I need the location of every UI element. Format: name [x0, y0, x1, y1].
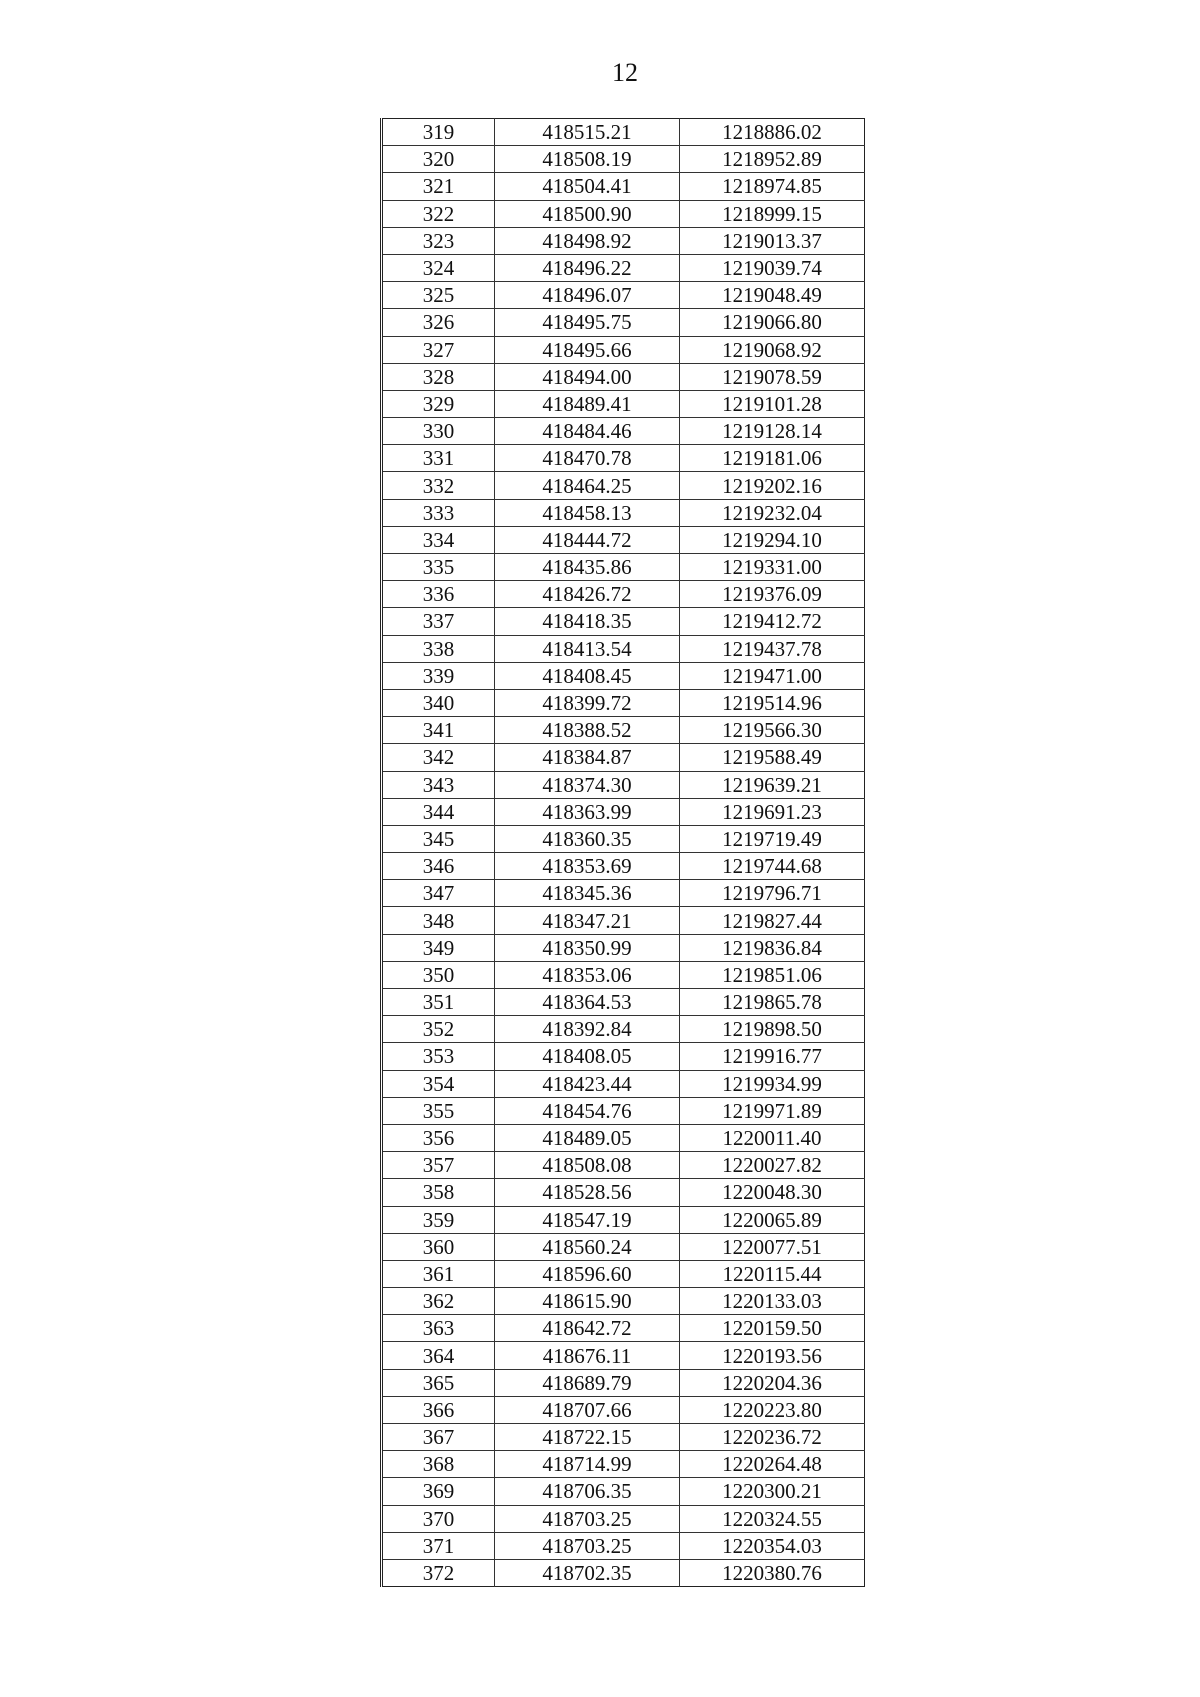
y-coordinate-cell: 1220133.03 [680, 1288, 865, 1315]
table-row [382, 254, 865, 281]
y-coordinate-cell: 1219078.59 [680, 363, 865, 390]
y-coordinate-cell: 1219691.23 [680, 798, 865, 825]
point-number-cell: 342 [382, 744, 495, 771]
x-coordinate-cell: 418418.35 [495, 608, 680, 635]
x-coordinate-cell: 418458.13 [495, 499, 680, 526]
y-coordinate-cell: 1219232.04 [680, 499, 865, 526]
y-coordinate-cell: 1219719.49 [680, 825, 865, 852]
point-number-cell: 368 [382, 1451, 495, 1478]
table-row [382, 1342, 865, 1369]
y-coordinate-cell: 1219101.28 [680, 390, 865, 417]
point-number-cell: 333 [382, 499, 495, 526]
table-row [382, 1451, 865, 1478]
y-coordinate-cell: 1219566.30 [680, 717, 865, 744]
y-coordinate-cell: 1219796.71 [680, 880, 865, 907]
point-number-cell: 343 [382, 771, 495, 798]
point-number-cell: 335 [382, 554, 495, 581]
y-coordinate-cell: 1220380.76 [722, 1561, 822, 1586]
y-coordinate-cell: 1219294.10 [680, 526, 865, 553]
point-number-cell: 340 [382, 689, 495, 716]
point-number-cell: 330 [382, 418, 495, 445]
table-row [382, 907, 865, 934]
y-coordinate-cell: 1219202.16 [680, 472, 865, 499]
x-coordinate-cell: 418360.35 [495, 825, 680, 852]
table-row [382, 200, 865, 227]
x-coordinate-cell: 418508.19 [495, 146, 680, 173]
x-coordinate-cell: 418714.99 [495, 1451, 680, 1478]
x-coordinate-cell: 418374.30 [495, 771, 680, 798]
point-number-cell: 320 [382, 146, 495, 173]
table-row [382, 1315, 865, 1342]
table-row [382, 1532, 865, 1559]
point-number-cell: 358 [382, 1179, 495, 1206]
y-coordinate-cell: 1219827.44 [680, 907, 865, 934]
table-row [382, 581, 865, 608]
point-number-cell: 371 [382, 1532, 495, 1559]
y-coordinate-cell: 1219181.06 [680, 445, 865, 472]
table-row [382, 363, 865, 390]
x-coordinate-cell: 418489.05 [495, 1124, 680, 1151]
y-coordinate-cell: 1219412.72 [680, 608, 865, 635]
y-coordinate-cell: 1219331.00 [680, 554, 865, 581]
x-coordinate-cell: 418703.25 [495, 1532, 680, 1559]
table-row [382, 173, 865, 200]
x-coordinate-cell: 418423.44 [495, 1070, 680, 1097]
table-row [382, 418, 865, 445]
y-coordinate-cell: 1219013.37 [680, 227, 865, 254]
table-row [382, 554, 865, 581]
y-coordinate-cell: 1219376.09 [680, 581, 865, 608]
x-coordinate-cell: 418413.54 [495, 635, 680, 662]
point-number-cell: 326 [382, 309, 495, 336]
point-number-cell: 348 [382, 907, 495, 934]
table-row [382, 1097, 865, 1124]
x-coordinate-cell: 418496.07 [495, 282, 680, 309]
point-number-cell: 337 [382, 608, 495, 635]
table-row [382, 771, 865, 798]
y-coordinate-cell: 1220223.80 [680, 1396, 865, 1423]
y-coordinate-cell: 1219934.99 [680, 1070, 865, 1097]
y-coordinate-cell: 1220159.50 [680, 1315, 865, 1342]
point-number-cell: 359 [382, 1206, 495, 1233]
table-row [382, 390, 865, 417]
point-number-cell: 364 [382, 1342, 495, 1369]
point-number-cell: 319 [382, 119, 495, 146]
point-number-cell: 332 [382, 472, 495, 499]
x-coordinate-cell: 418353.06 [495, 961, 680, 988]
y-coordinate-cell: 1220065.89 [680, 1206, 865, 1233]
x-coordinate-cell: 418560.24 [495, 1233, 680, 1260]
table-row [382, 1396, 865, 1423]
x-coordinate-cell: 418444.72 [495, 526, 680, 553]
table-row [382, 1233, 865, 1260]
x-coordinate-cell: 418703.25 [495, 1505, 680, 1532]
y-coordinate-cell: 1219039.74 [680, 254, 865, 281]
point-number-cell: 327 [382, 336, 495, 363]
x-coordinate-cell: 418642.72 [495, 1315, 680, 1342]
point-number-cell: 365 [382, 1369, 495, 1396]
point-number-cell: 362 [382, 1288, 495, 1315]
table-row [382, 1478, 865, 1505]
y-coordinate-cell: 1220354.03 [680, 1532, 865, 1559]
table-row [382, 1206, 865, 1233]
table-row [382, 309, 865, 336]
y-coordinate-cell: 1218952.89 [680, 146, 865, 173]
x-coordinate-cell: 418470.78 [495, 445, 680, 472]
point-number-cell: 349 [382, 934, 495, 961]
table-row [382, 1152, 865, 1179]
table-row [382, 227, 865, 254]
table-row [382, 1043, 865, 1070]
point-number-cell: 341 [382, 717, 495, 744]
point-number-cell: 331 [382, 445, 495, 472]
y-coordinate-cell: 1220300.21 [680, 1478, 865, 1505]
point-number-cell: 323 [382, 227, 495, 254]
x-coordinate-cell: 418435.86 [495, 554, 680, 581]
x-coordinate-cell: 418399.72 [495, 689, 680, 716]
x-coordinate-cell: 418350.99 [495, 934, 680, 961]
x-coordinate-cell: 418363.99 [495, 798, 680, 825]
point-number-cell: 355 [382, 1097, 495, 1124]
y-coordinate-cell: 1219971.89 [680, 1097, 865, 1124]
x-coordinate-cell: 418702.35 [495, 1559, 680, 1586]
point-number-cell: 328 [382, 363, 495, 390]
x-coordinate-cell: 418489.41 [495, 390, 680, 417]
y-coordinate-cell: 1218886.02 [680, 119, 865, 146]
x-coordinate-cell: 418408.05 [495, 1043, 680, 1070]
x-coordinate-cell: 418496.22 [495, 254, 680, 281]
x-coordinate-cell: 418707.66 [495, 1396, 680, 1423]
point-number-cell: 321 [382, 173, 495, 200]
y-coordinate-cell: 1220115.44 [680, 1260, 865, 1287]
point-number-cell: 366 [382, 1396, 495, 1423]
y-coordinate-cell: 1219514.96 [680, 689, 865, 716]
x-coordinate-cell: 418706.35 [495, 1478, 680, 1505]
y-coordinate-cell: 1219048.49 [680, 282, 865, 309]
table-row [382, 282, 865, 309]
point-number-cell: 353 [382, 1043, 495, 1070]
table-row [382, 744, 865, 771]
y-coordinate-cell: 1219916.77 [680, 1043, 865, 1070]
x-coordinate-cell: 418388.52 [495, 717, 680, 744]
table-row [382, 146, 865, 173]
table-row [382, 1505, 865, 1532]
x-coordinate-cell: 418498.92 [495, 227, 680, 254]
x-coordinate-cell: 418392.84 [495, 1016, 680, 1043]
point-number-cell: 372 [382, 1559, 495, 1586]
x-coordinate-cell: 418504.41 [495, 173, 680, 200]
y-coordinate-cell: 1218974.85 [680, 173, 865, 200]
y-coordinate-cell: 1219836.84 [680, 934, 865, 961]
table-row [382, 526, 865, 553]
y-coordinate-cell: 1220204.36 [680, 1369, 865, 1396]
x-coordinate-cell: 418464.25 [495, 472, 680, 499]
x-coordinate-cell: 418689.79 [495, 1369, 680, 1396]
coordinates-table [380, 118, 865, 1587]
table-row [382, 798, 865, 825]
point-number-cell: 352 [382, 1016, 495, 1043]
table-row [382, 689, 865, 716]
table-row [382, 1070, 865, 1097]
x-coordinate-cell: 418615.90 [495, 1288, 680, 1315]
table-row [382, 1124, 865, 1151]
table-row [382, 445, 865, 472]
x-coordinate-cell: 418454.76 [495, 1097, 680, 1124]
point-number-cell: 322 [382, 200, 495, 227]
y-coordinate-cell: 1219066.80 [680, 309, 865, 336]
point-number-cell: 357 [382, 1152, 495, 1179]
point-number-cell: 360 [382, 1233, 495, 1260]
y-coordinate-cell: 1220048.30 [680, 1179, 865, 1206]
point-number-cell: 334 [382, 526, 495, 553]
point-number-cell: 350 [382, 961, 495, 988]
x-coordinate-cell: 418500.90 [495, 200, 680, 227]
table-row [382, 499, 865, 526]
x-coordinate-cell: 418345.36 [495, 880, 680, 907]
y-coordinate-cell: 1220324.55 [680, 1505, 865, 1532]
table-row [382, 825, 865, 852]
table-row [382, 635, 865, 662]
point-number-cell: 345 [382, 825, 495, 852]
point-number-cell: 325 [382, 282, 495, 309]
y-coordinate-cell: 1220264.48 [680, 1451, 865, 1478]
point-number-cell: 339 [382, 662, 495, 689]
x-coordinate-cell: 418722.15 [495, 1424, 680, 1451]
table-row [382, 608, 865, 635]
point-number-cell: 356 [382, 1124, 495, 1151]
y-coordinate-cell: 1220077.51 [680, 1233, 865, 1260]
x-coordinate-cell: 418495.66 [495, 336, 680, 363]
point-number-cell: 347 [382, 880, 495, 907]
table-row [382, 662, 865, 689]
point-number-cell: 346 [382, 853, 495, 880]
table-row [382, 880, 865, 907]
page-number: 12 [612, 58, 638, 87]
y-coordinate-cell: 1220027.82 [680, 1152, 865, 1179]
table-row [382, 1288, 865, 1315]
x-coordinate-cell: 418494.00 [495, 363, 680, 390]
x-coordinate-cell: 418347.21 [495, 907, 680, 934]
point-number-cell: 344 [382, 798, 495, 825]
table-row [382, 989, 865, 1016]
table-row [382, 1016, 865, 1043]
y-coordinate-cell: 1219437.78 [680, 635, 865, 662]
x-coordinate-cell: 418547.19 [495, 1206, 680, 1233]
x-coordinate-cell: 418353.69 [495, 853, 680, 880]
point-number-cell: 370 [382, 1505, 495, 1532]
x-coordinate-cell: 418528.56 [495, 1179, 680, 1206]
y-coordinate-cell: 1218999.15 [680, 200, 865, 227]
y-coordinate-cell: 1220193.56 [680, 1342, 865, 1369]
x-coordinate-cell: 418596.60 [495, 1260, 680, 1287]
table-row [382, 934, 865, 961]
y-coordinate-cell: 1220011.40 [680, 1124, 865, 1151]
table-row [382, 1424, 865, 1451]
x-coordinate-cell: 418426.72 [495, 581, 680, 608]
y-coordinate-cell: 1219068.92 [680, 336, 865, 363]
coordinates-table-body [382, 119, 865, 1587]
x-coordinate-cell: 418515.21 [495, 119, 680, 146]
point-number-cell: 336 [382, 581, 495, 608]
x-coordinate-cell: 418364.53 [495, 989, 680, 1016]
table-row [382, 1559, 865, 1586]
x-coordinate-cell: 418384.87 [495, 744, 680, 771]
x-coordinate-cell: 418484.46 [495, 418, 680, 445]
table-row [382, 717, 865, 744]
x-coordinate-cell: 418408.45 [495, 662, 680, 689]
y-coordinate-cell: 1220236.72 [680, 1424, 865, 1451]
table-row [382, 853, 865, 880]
table-row [382, 1369, 865, 1396]
point-number-cell: 354 [382, 1070, 495, 1097]
y-coordinate-cell: 1219639.21 [680, 771, 865, 798]
y-coordinate-cell: 1219471.00 [680, 662, 865, 689]
point-number-cell: 351 [382, 989, 495, 1016]
x-coordinate-cell: 418495.75 [495, 309, 680, 336]
table-row [382, 1179, 865, 1206]
table-row [382, 336, 865, 363]
point-number-cell: 367 [382, 1424, 495, 1451]
y-coordinate-cell: 1219865.78 [680, 989, 865, 1016]
table-row [382, 1260, 865, 1287]
y-coordinate-cell: 1219898.50 [680, 1016, 865, 1043]
point-number-cell: 338 [382, 635, 495, 662]
point-number-cell: 329 [382, 390, 495, 417]
y-coordinate-cell: 1219744.68 [680, 853, 865, 880]
point-number-cell: 363 [382, 1315, 495, 1342]
table-row [382, 472, 865, 499]
x-coordinate-cell: 418676.11 [495, 1342, 680, 1369]
y-coordinate-cell: 1219851.06 [680, 961, 865, 988]
table-row [382, 119, 865, 146]
point-number-cell: 324 [382, 254, 495, 281]
point-number-cell: 369 [382, 1478, 495, 1505]
point-number-cell: 361 [382, 1260, 495, 1287]
y-coordinate-cell: 1219128.14 [680, 418, 865, 445]
x-coordinate-cell: 418508.08 [495, 1152, 680, 1179]
table-row [382, 961, 865, 988]
y-coordinate-cell: 1219588.49 [680, 744, 865, 771]
